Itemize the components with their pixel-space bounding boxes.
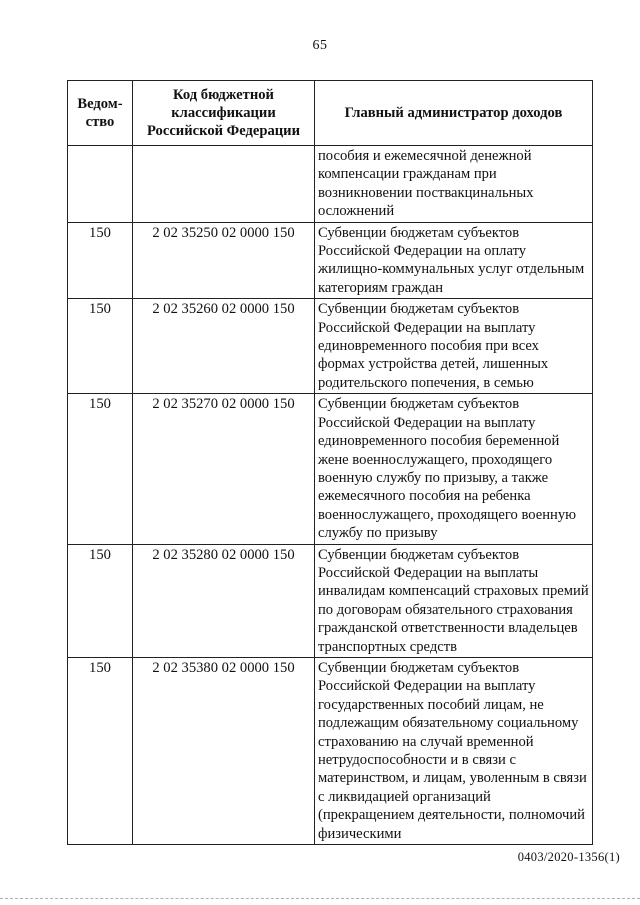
budget-code-cell: 2 02 35260 02 0000 150 — [133, 299, 315, 394]
description-cell: Субвенции бюджетам субъектов Российской Федерации на оплату жилищно-коммунальных услуг отдельным категориям граждан — [315, 222, 593, 299]
revenue-admin-table — [67, 80, 593, 845]
table-row — [68, 299, 593, 394]
budget-code-cell: 2 02 35250 02 0000 150 — [133, 222, 315, 299]
table-header-row — [68, 81, 593, 146]
department-cell: 150 — [68, 222, 133, 299]
budget-code-cell: 2 02 35380 02 0000 150 — [133, 657, 315, 844]
department-cell — [68, 146, 133, 223]
department-cell: 150 — [68, 394, 133, 544]
description-cell: Субвенции бюджетам субъектов Российской Федерации на выплату единовременного пособия при всех формах устройства детей, лишенных родительского попечения, в семью — [315, 299, 593, 394]
header-department: Ведом-ство — [68, 81, 133, 146]
table-row — [68, 657, 593, 844]
budget-code-cell — [133, 146, 315, 223]
table-row — [68, 544, 593, 657]
description-cell: Субвенции бюджетам субъектов Российской Федерации на выплату государственных пособий лицам, не подлежащим обязательному социальному страхованию на случай временной нетрудоспособности и в связи с материнством, и лицам, уволенным в связи с ликвидацией организаций (прекращением деятельности, полномочий физическими — [315, 657, 593, 844]
table-row — [68, 146, 593, 223]
department-cell: 150 — [68, 657, 133, 844]
description-cell: Субвенции бюджетам субъектов Российской Федерации на выплаты инвалидам компенсаций страховых премий по договорам обязательного страхования гражданской ответственности владельцев транспортных средств — [315, 544, 593, 657]
header-budget-code: Код бюджетной классификации Российской Федерации — [133, 81, 315, 146]
document-code: 0403/2020-1356(1) — [517, 850, 620, 864]
description-cell: пособия и ежемесячной денежной компенсации гражданам при возникновении поствакцинальных осложнений — [315, 146, 593, 223]
scan-edge-line — [0, 898, 640, 900]
department-cell: 150 — [68, 299, 133, 394]
header-administrator: Главный администратор доходов — [315, 81, 593, 146]
description-cell: Субвенции бюджетам субъектов Российской Федерации на выплату единовременного пособия беременной жене военнослужащего, проходящего военную службу по призыву, а также ежемесячного пособия на ребенка военнослужащего, проходящего военную службу по призыву — [315, 394, 593, 544]
budget-code-cell: 2 02 35270 02 0000 150 — [133, 394, 315, 544]
table-row — [68, 394, 593, 544]
department-cell: 150 — [68, 544, 133, 657]
page-number: 65 — [312, 38, 328, 53]
budget-code-cell: 2 02 35280 02 0000 150 — [133, 544, 315, 657]
table-row — [68, 222, 593, 299]
